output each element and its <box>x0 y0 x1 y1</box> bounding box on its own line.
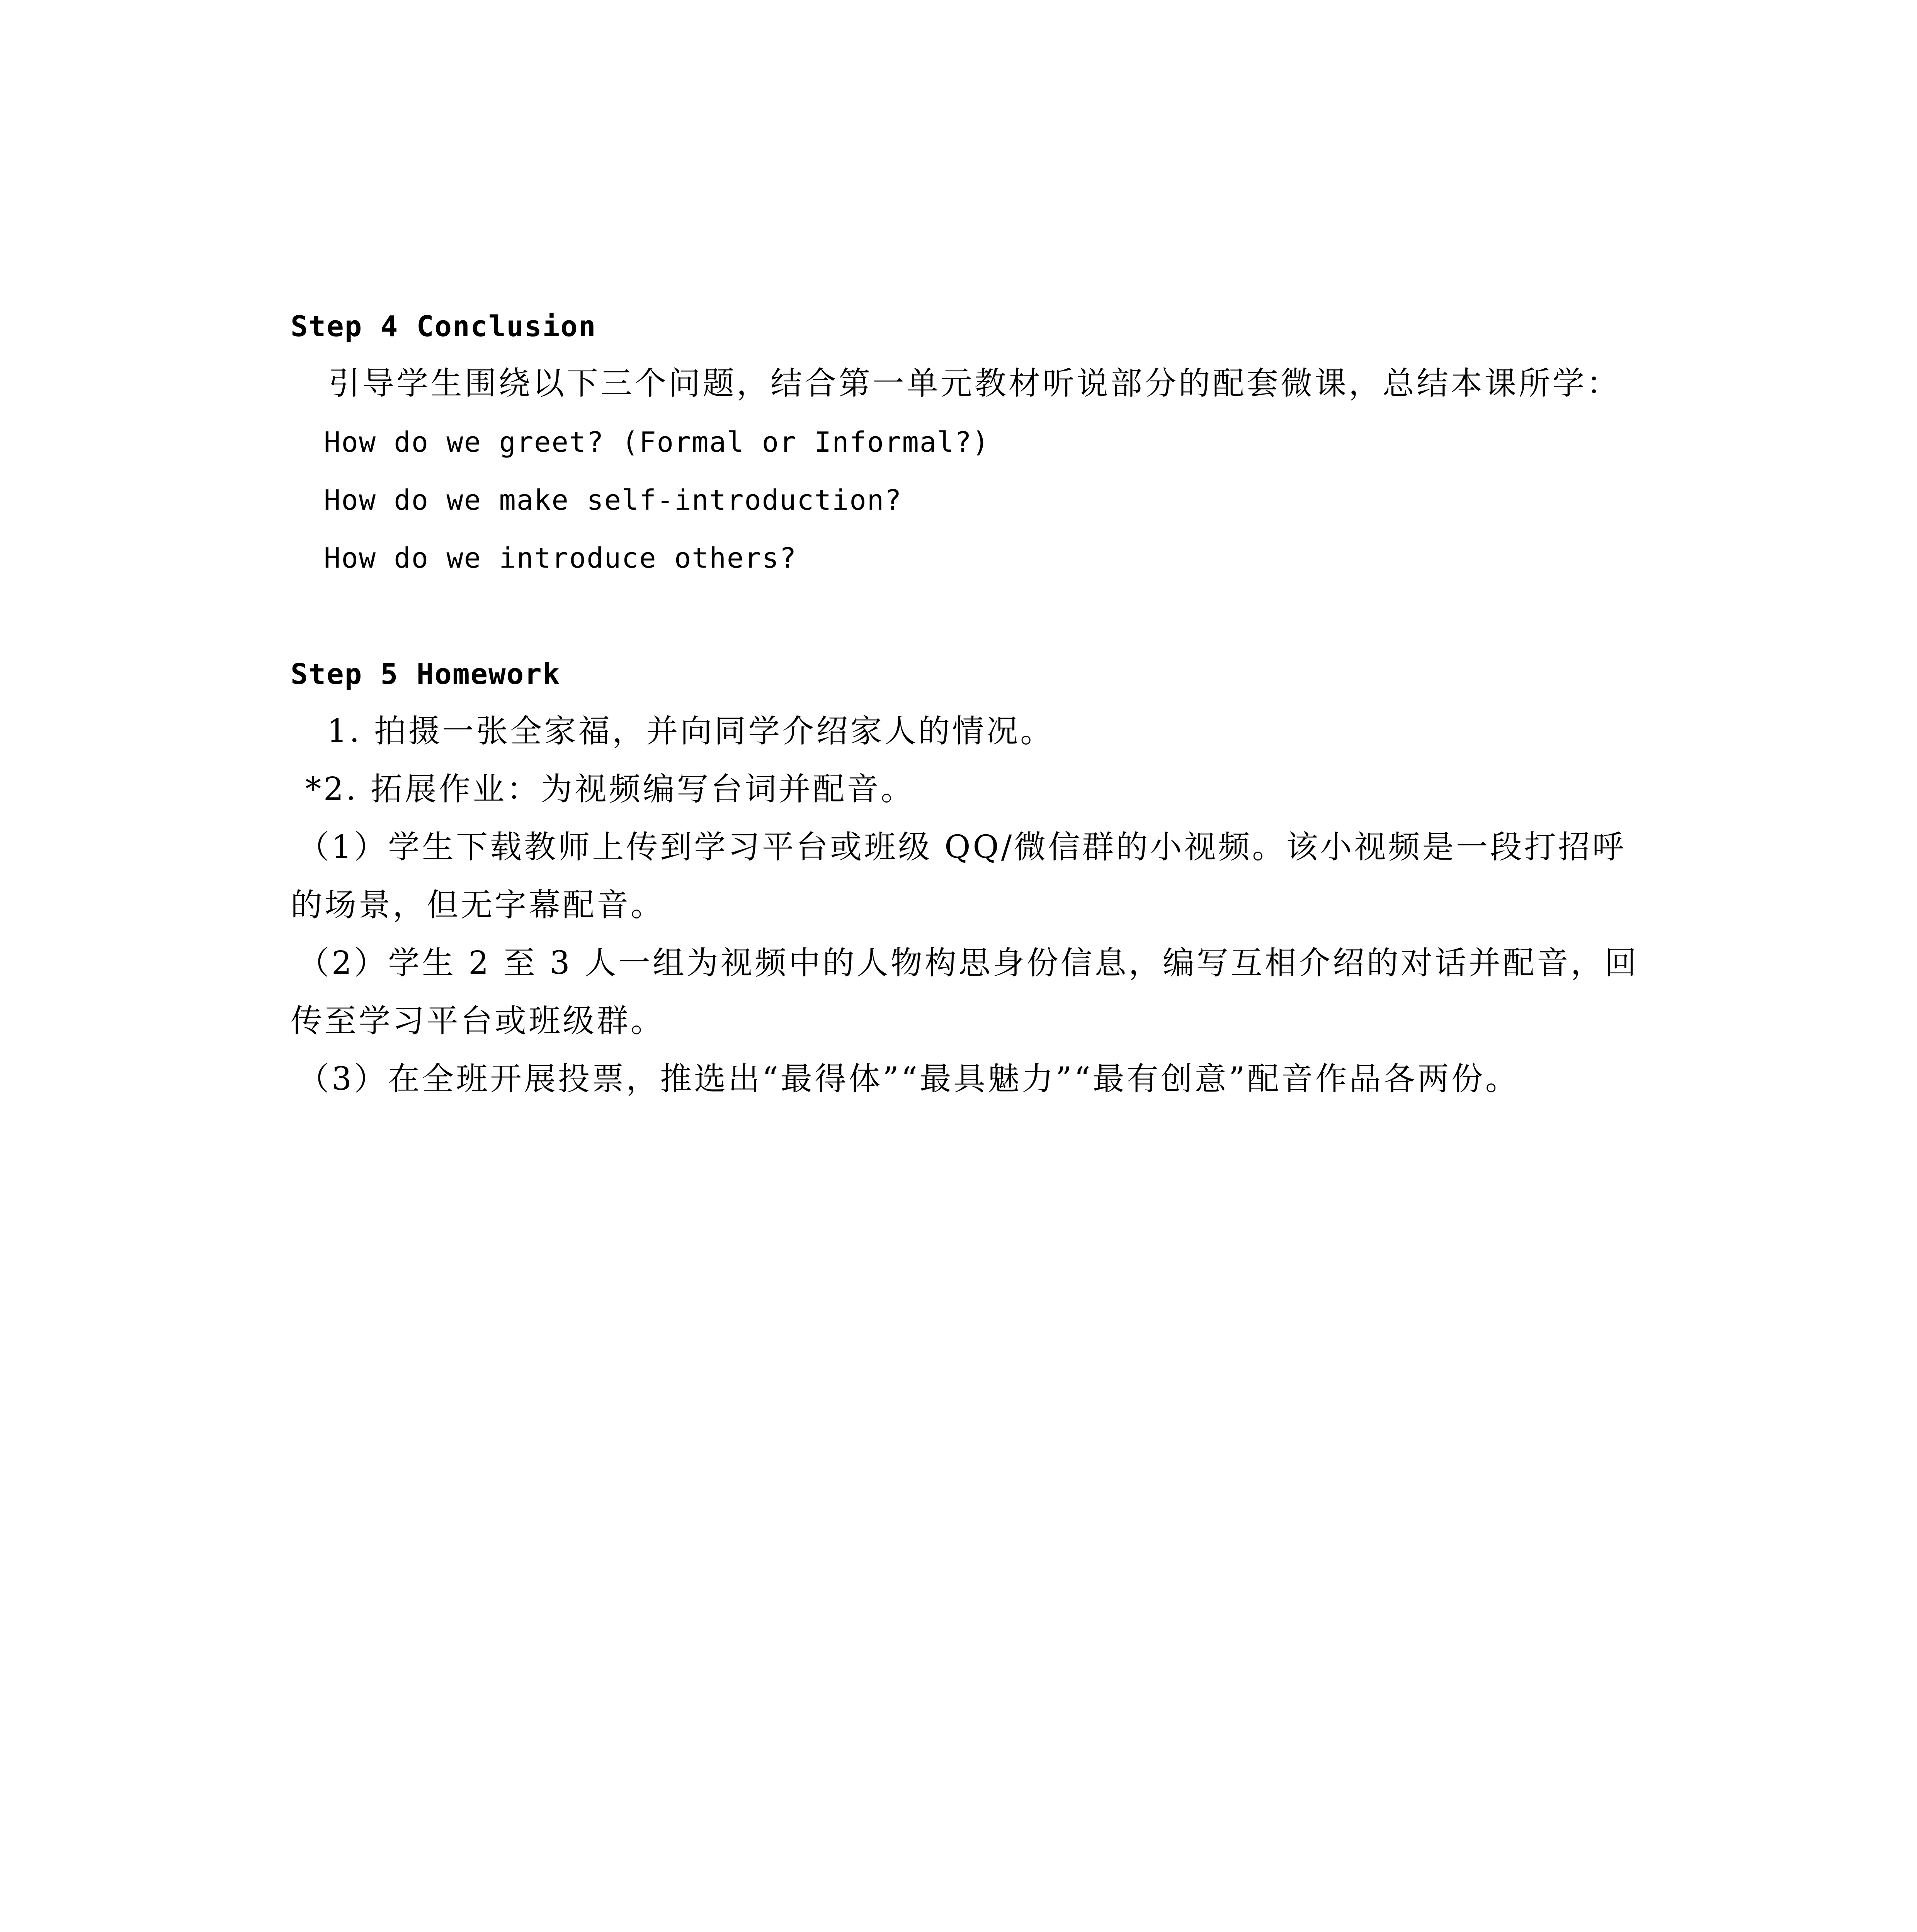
homework-subitem-2-line-1: （2）学生 2 至 3 人一组为视频中的人物构思身份信息，编写互相介绍的对话并配音，回 <box>298 945 1639 981</box>
step4-heading: Step 4 Conclusion <box>291 310 597 343</box>
homework-subitem-1-line-1: （1）学生下载教师上传到学习平台或班级 QQ/微信群的小视频。该小视频是一段打招呼 <box>298 829 1626 866</box>
homework-subitem-3-line-1: （3）在全班开展投票，推选出“最得体”“最具魅力”“最有创意”配音作品各两份。 <box>298 1061 1519 1097</box>
step4-question-3: How do we introduce others? <box>324 542 797 574</box>
step4-question-2: How do we make self-introduction? <box>324 484 902 516</box>
homework-item-1: 1. 拍摄一张全家福，并向同学介绍家人的情况。 <box>327 713 1055 750</box>
homework-subitem-1-line-2: 的场景，但无字幕配音。 <box>291 887 665 923</box>
step4-intro: 引导学生围绕以下三个问题，结合第一单元教材听说部分的配套微课，总结本课所学： <box>328 365 1621 402</box>
step4-question-1: How do we greet? (Formal or Informal?) <box>324 426 990 458</box>
homework-item-2: *2. 拓展作业：为视频编写台词并配音。 <box>305 771 915 808</box>
homework-subitem-2-line-2: 传至学习平台或班级群。 <box>291 1003 665 1039</box>
step5-heading: Step 5 Homework <box>291 658 561 691</box>
